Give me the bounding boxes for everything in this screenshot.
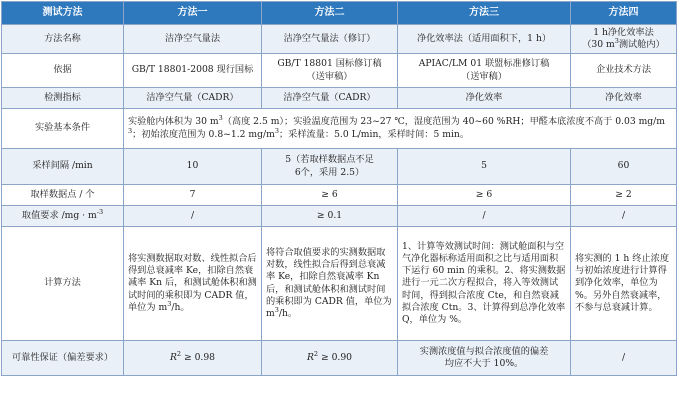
text: /h。 (278, 307, 298, 319)
row-indicator (2, 88, 677, 109)
header-method-2: 方法二 (262, 2, 398, 25)
row-label: 依据 (2, 54, 124, 88)
cell-m3: 净化效率法（适用面积下，1 h） (398, 25, 571, 54)
row-basis (2, 54, 677, 88)
cell-line: （送审稿） (306, 70, 353, 82)
text: ≥ 0.90 (318, 351, 353, 363)
method-comparison-table (1, 1, 677, 376)
text: ；初始浓度范围为 0.8~1.2 mg/m (132, 128, 275, 140)
cell-m4: ≥ 2 (571, 185, 677, 206)
header-test-method: 测试方法 (2, 2, 124, 25)
header-row (2, 2, 677, 25)
row-label: 方法名称 (2, 25, 124, 54)
superscript: 3 (128, 126, 133, 135)
cell-m1 (124, 227, 262, 341)
superscript: 3 (274, 126, 279, 135)
cell-m2: ≥ 0.1 (262, 206, 398, 227)
cell-m2 (262, 227, 398, 341)
cell-line: GB/T 18801 国标修订稿 (277, 58, 382, 70)
row-label: 可靠性保证（偏差要求） (2, 341, 124, 376)
cell-m2: ≥ 6 (262, 185, 398, 206)
cell-m2 (262, 341, 398, 376)
superscript: 3 (167, 299, 172, 308)
row-calculation (2, 227, 677, 341)
cell-line: 实测浓度值与拟合浓度值的偏差 (419, 345, 549, 357)
row-requirement (2, 206, 677, 227)
cell-m4: 60 (571, 149, 677, 185)
text: ≥ 0.98 (181, 351, 216, 363)
cell-m3: ≥ 6 (398, 185, 571, 206)
row-conditions (2, 109, 677, 149)
header-method-3: 方法三 (398, 2, 571, 25)
text: 测试舱内） (618, 39, 665, 50)
text: R (306, 351, 314, 363)
cell-m4: / (571, 341, 677, 376)
cell-m1: GB/T 18801-2008 现行国标 (124, 54, 262, 88)
superscript: 3 (614, 36, 619, 45)
cell-m2: 洁净空气量（CADR） (262, 88, 398, 109)
row-label (2, 206, 124, 227)
row-reliability (2, 341, 677, 376)
row-points (2, 185, 677, 206)
cell-line (575, 36, 672, 51)
cell-line: 1 h净化效率法 (593, 26, 654, 38)
cell-line: APIAC/LM 01 联盟标准修订稿 (418, 58, 550, 70)
row-label: 实验基本条件 (2, 109, 124, 149)
row-interval (2, 149, 677, 185)
text: ；采样流量：5.0 L/min，采样时间：5 min。 (278, 128, 470, 140)
cell-m1: / (124, 206, 262, 227)
cell-line: 5（若取样数据点不足 (285, 154, 374, 166)
row-label: 采样间隔 /min (2, 149, 124, 185)
cell-m4: 企业技术方法 (571, 54, 677, 88)
superscript: 3 (218, 114, 223, 123)
cell-m3: 1、计算等效测试时间：测试舱面积与空气净化器标称适用面积之比与适用面积下运行 60 min 的乘积。2、将实测数据进行一元二次方程拟合，将入等效测试时间，得到拟合浓度 Cte，和自然衰减拟合浓度 Ctn。3、计算得到总净化效率 Q，单位为 %。 (398, 227, 571, 341)
header-method-4: 方法四 (571, 2, 677, 25)
cell-m4 (571, 25, 677, 54)
text: （30 m (582, 39, 615, 50)
header-method-1: 方法一 (124, 2, 262, 25)
cell-m4: 将实测的 1 h 终止浓度与初始浓度进行计算得到净化效率，单位为 %。另外自然衰减率，不参与总衰减计算。 (571, 227, 677, 341)
cell-m3 (398, 54, 571, 88)
cell-m3 (398, 341, 571, 376)
text: 将实测数据取对数、线性拟合后得到总衰减率 Ke，扣除自然衰减率 Kn 后，和测试舱体积和测试时间的乘积即为 CADR 值，单位为 m (128, 253, 257, 313)
cell-m3: / (398, 206, 571, 227)
row-method-name (2, 25, 677, 54)
superscript: 3 (274, 305, 279, 314)
cell-m1: 10 (124, 149, 262, 185)
row-label: 取样数据点 / 个 (2, 185, 124, 206)
text: /h。 (171, 301, 190, 313)
cell-m2 (262, 54, 398, 88)
superscript: -3 (96, 207, 104, 216)
text: 实验舱内体积为 30 m (128, 116, 219, 128)
text: （高度 2.5 m）；实验温度范围为 23~27 ℃，湿度范围为 40~60 %RH；甲醛本底浓度不高于 0.03 mg/m (222, 116, 665, 128)
cell-m4: / (571, 206, 677, 227)
cell-m1: 洁净空气量法 (124, 25, 262, 54)
cell-m3: 净化效率 (398, 88, 571, 109)
cell-m2 (262, 149, 398, 185)
text: 取值要求 /mg · m (21, 209, 97, 221)
cell-m2: 洁净空气量法（修订） (262, 25, 398, 54)
cell-line: 6个，采用 2.5） (294, 166, 365, 178)
cell-conditions (124, 109, 677, 149)
row-label: 计算方法 (2, 227, 124, 341)
cell-m1: 7 (124, 185, 262, 206)
cell-m4: 净化效率 (571, 88, 677, 109)
cell-m1: 洁净空气量（CADR） (124, 88, 262, 109)
cell-m1 (124, 341, 262, 376)
cell-line: （送审稿） (461, 70, 507, 82)
text: 将符合取值要求的实测数据取对数，线性拟合后得到总衰减率 Ke，扣除自然衰减率 Kn 后，和测试舱体积和测试时间的乘积即为 CADR 值，单位为 m (266, 247, 392, 319)
cell-line: 均应不大于 10%。 (444, 358, 524, 369)
superscript: 2 (176, 349, 182, 358)
text: R (169, 351, 177, 363)
cell-m3: 5 (398, 149, 571, 185)
row-label: 检测指标 (2, 88, 124, 109)
superscript: 2 (313, 349, 319, 358)
